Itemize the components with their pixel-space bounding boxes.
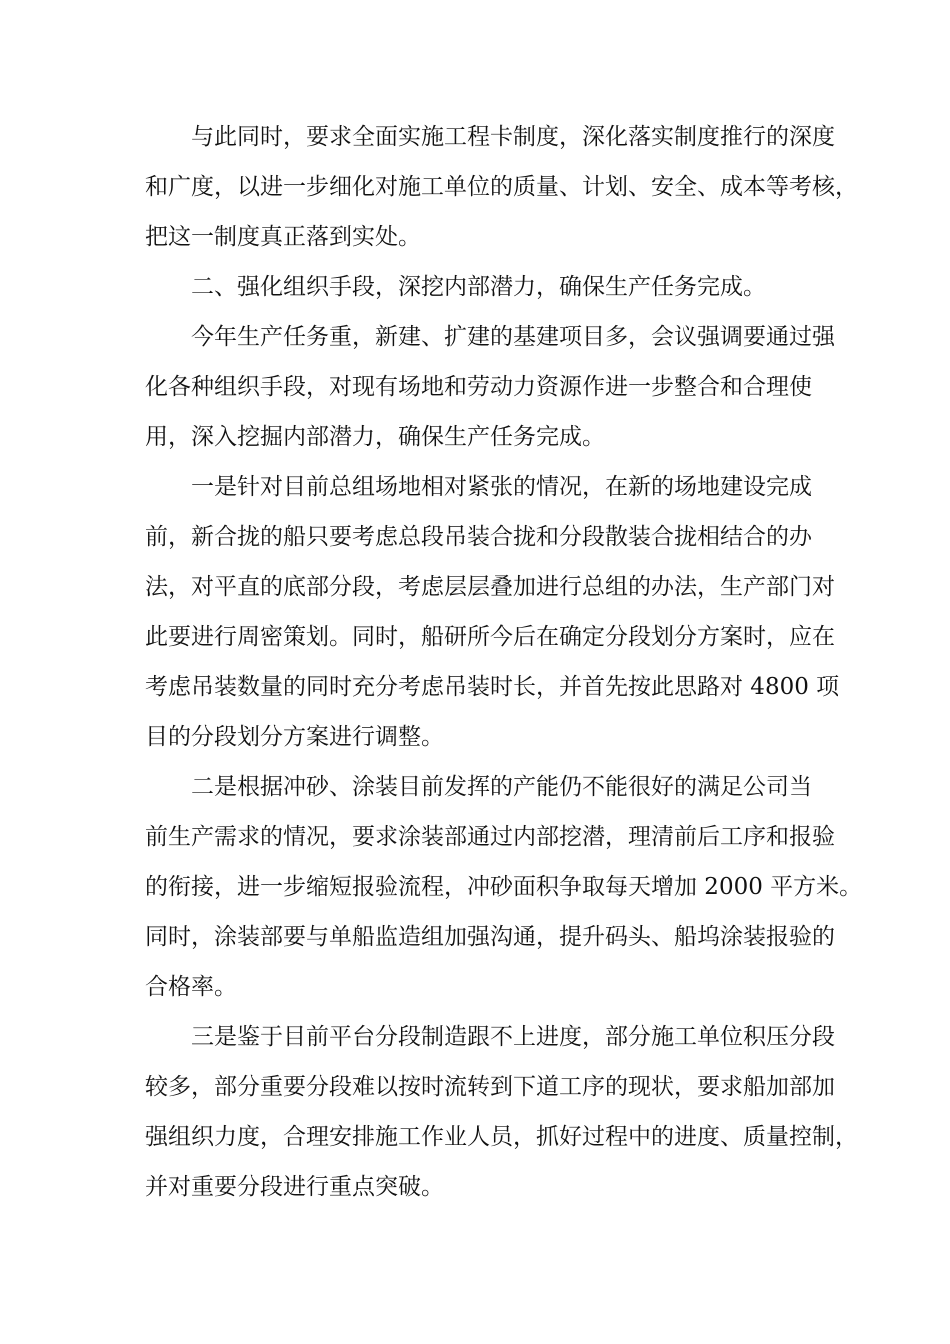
paragraph-line: 并对重要分段进行重点突破。 xyxy=(145,1174,444,1200)
paragraph-line: 较多，部分重要分段难以按时流转到下道工序的现状，要求船加部加 xyxy=(145,1074,835,1100)
paragraph-line: 的衔接，进一步缩短报验流程，冲砂面积争取每天增加 2000 平方米。 xyxy=(145,874,863,900)
paragraph-line: 和广度，以进一步细化对施工单位的质量、计划、安全、成本等考核， xyxy=(145,174,858,200)
section-heading: 二、强化组织手段，深挖内部潜力，确保生产任务完成。 xyxy=(191,274,766,300)
paragraph-line: 把这一制度真正落到实处。 xyxy=(145,224,421,250)
paragraph-line: 强组织力度，合理安排施工作业人员，抓好过程中的进度、质量控制， xyxy=(145,1124,858,1150)
paragraph-line: 前，新合拢的船只要考虑总段吊装合拢和分段散装合拢相结合的办 xyxy=(145,524,812,550)
paragraph-line: 目的分段划分方案进行调整。 xyxy=(145,724,444,750)
paragraph-line: 同时，涂装部要与单船监造组加强沟通，提升码头、船坞涂装报验的 xyxy=(145,924,835,950)
paragraph-line: 考虑吊装数量的同时充分考虑吊装时长，并首先按此思路对 4800 项 xyxy=(145,674,840,700)
paragraph-line: 今年生产任务重，新建、扩建的基建项目多，会议强调要通过强 xyxy=(191,324,835,350)
paragraph-line: 用，深入挖掘内部潜力，确保生产任务完成。 xyxy=(145,424,605,450)
paragraph-line: 三是鉴于目前平台分段制造跟不上进度，部分施工单位积压分段 xyxy=(191,1024,835,1050)
paragraph-line: 与此同时，要求全面实施工程卡制度，深化落实制度推行的深度 xyxy=(191,124,835,150)
paragraph-line: 前生产需求的情况，要求涂装部通过内部挖潜，理清前后工序和报验 xyxy=(145,824,835,850)
paragraph-line: 二是根据冲砂、涂装目前发挥的产能仍不能很好的满足公司当 xyxy=(191,774,812,800)
paragraph-line: 法，对平直的底部分段，考虑层层叠加进行总组的办法，生产部门对 xyxy=(145,574,835,600)
paragraph-line: 合格率。 xyxy=(145,974,237,1000)
paragraph-line: 化各种组织手段，对现有场地和劳动力资源作进一步整合和合理使 xyxy=(145,374,812,400)
paragraph-line: 一是针对目前总组场地相对紧张的情况，在新的场地建设完成 xyxy=(191,474,812,500)
paragraph-line: 此要进行周密策划。同时，船研所今后在确定分段划分方案时，应在 xyxy=(145,624,835,650)
